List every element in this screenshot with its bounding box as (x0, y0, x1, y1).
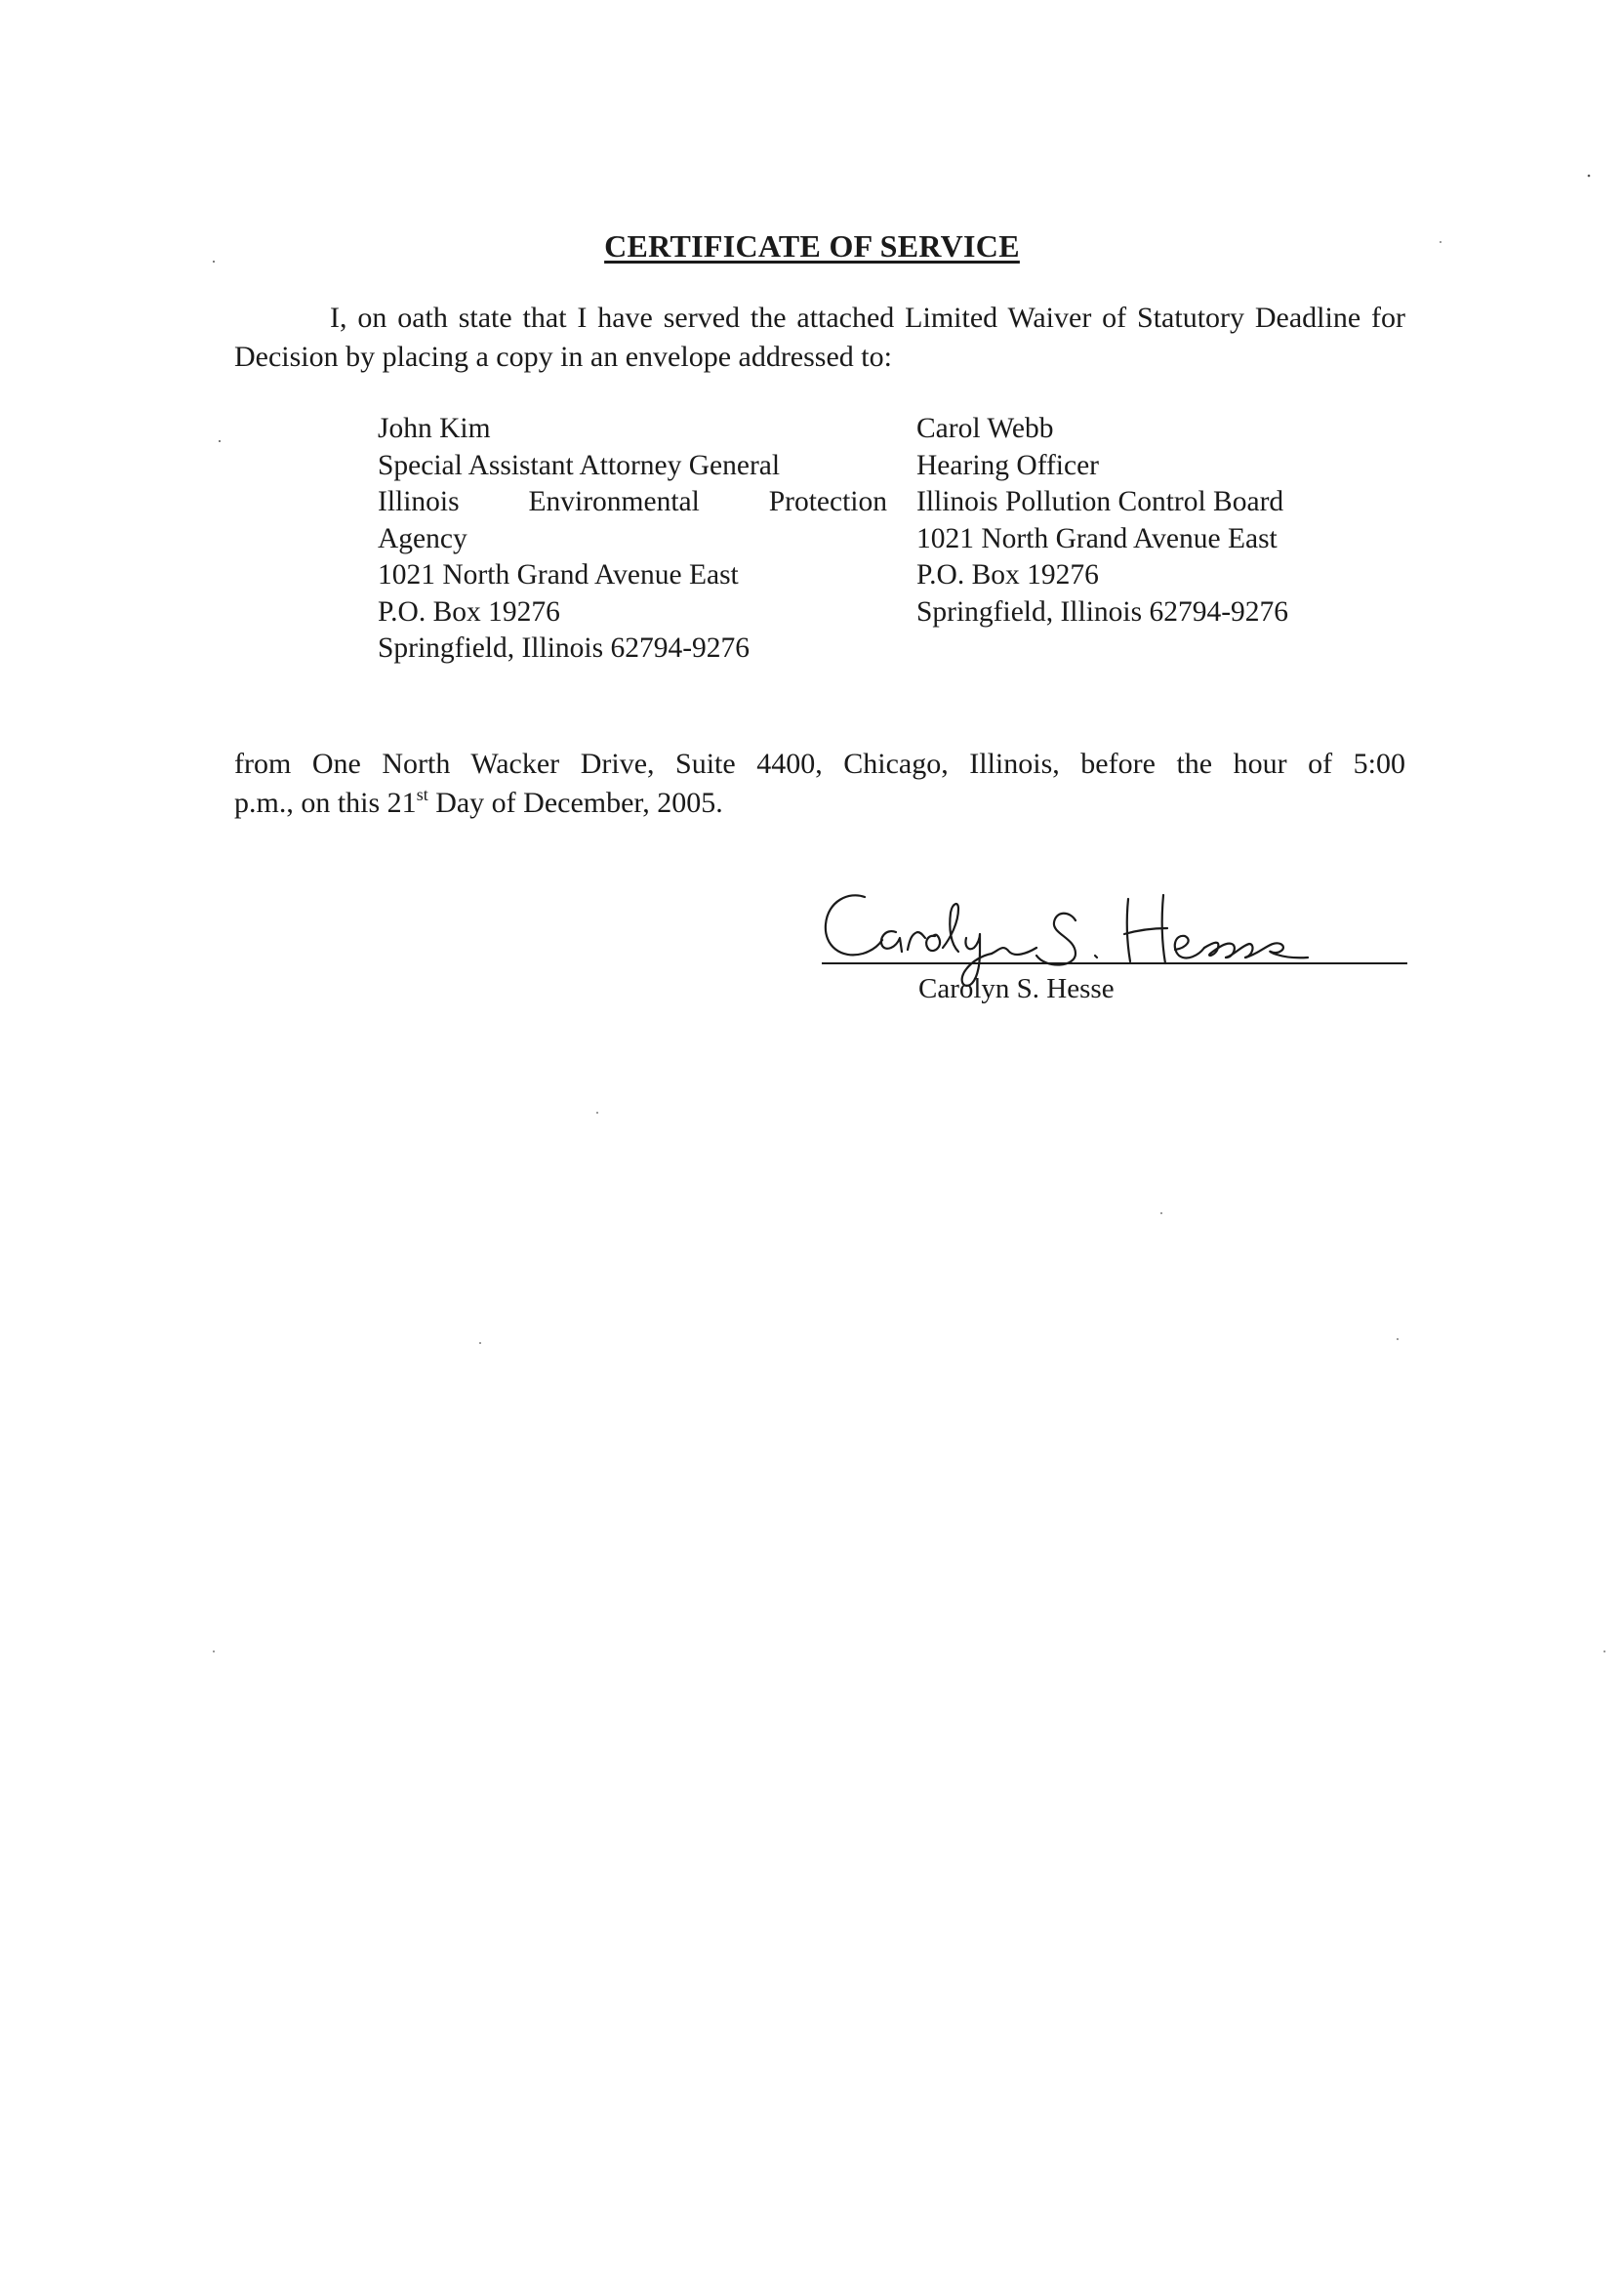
address-word: Protection (768, 486, 887, 517)
document-title: CERTIFICATE OF SERVICE (604, 228, 1020, 264)
signature-line (822, 962, 1407, 964)
recipient-address-john-kim (378, 411, 887, 668)
address-line: 1021 North Grand Avenue East (378, 559, 739, 591)
address-line: Illinois Pollution Control Board (916, 486, 1284, 517)
signer-printed-name: Carolyn S. Hesse (918, 973, 1115, 1004)
address-line: Hearing Officer (916, 449, 1100, 481)
address-line: P.O. Box 19276 (378, 595, 560, 628)
closing-date-suffix: Day of December, 2005. (427, 787, 723, 819)
ordinal-suffix: st (416, 785, 428, 804)
closing-date-prefix: p.m., on this 21 (234, 787, 417, 819)
address-line-justified (378, 484, 887, 521)
address-line: Springfield, Illinois 62794-9276 (378, 632, 751, 664)
address-line: John Kim (378, 413, 491, 444)
address-line: Agency (378, 522, 467, 554)
address-line: P.O. Box 19276 (916, 559, 1099, 591)
recipient-address-carol-webb (916, 411, 1346, 631)
address-line: 1021 North Grand Avenue East (916, 522, 1278, 554)
intro-paragraph: I, on oath state that I have served the attached Limited Waiver of Statutory Deadline for Decision by placing a copy in an envelope addressed to: (234, 302, 1405, 373)
closing-line-2 (234, 784, 1405, 823)
address-word: Illinois (378, 486, 460, 517)
address-word: Environmental (528, 486, 700, 517)
closing-line-1: from One North Wacker Drive, Suite 4400, Chicago, Illinois, before the hour of 5:00 (234, 748, 1405, 780)
address-line: Special Assistant Attorney General (378, 449, 781, 481)
address-line: Carol Webb (916, 413, 1054, 444)
closing-paragraph (234, 745, 1405, 823)
address-line: Springfield, Illinois 62794-9276 (916, 595, 1289, 628)
